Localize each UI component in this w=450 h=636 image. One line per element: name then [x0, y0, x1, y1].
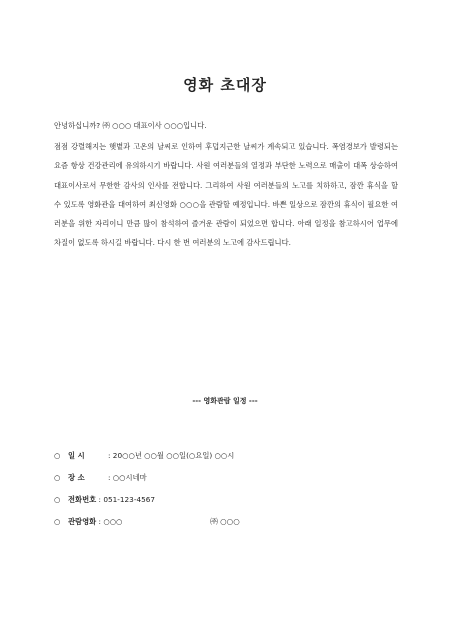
circle-bullet-icon: ○	[54, 473, 61, 482]
detail-label-place: 장 소	[68, 473, 85, 482]
detail-label-datetime: 일 시	[68, 451, 85, 460]
detail-separator: :	[108, 473, 111, 482]
detail-row-place	[54, 467, 234, 489]
detail-value-movie: ○○○	[103, 517, 123, 526]
detail-separator: :	[98, 495, 101, 504]
circle-bullet-icon: ○	[54, 517, 61, 526]
detail-value-phone: 051-123-4567	[103, 495, 156, 504]
circle-bullet-icon: ○	[54, 451, 61, 460]
body-paragraph: 점점 강렬해지는 햇볕과 고온의 날씨로 인하여 후덥지근한 날씨가 계속되고 있습니다. 폭염경보가 발령되는 요즘 항상 건강관리에 유의하시기 바랍니다. 사원 여러분들의 열정과 부단한 노력으로 매출이 대폭 상승하여 대표이사로서 무한한 감사의 인사를 전합니다. 그리하여 사원 여러분들의 노고를 치하하고, 잠깐 휴식을 할 수 있도록 영화관을 대여하여 최신영화 ○○○을 관람할 예정입니다. 바쁜 일상으로 잠깐의 휴식이 필요한 여러분을 위한 자리이니 만큼 많이 참석하여 즐거운 관람이 되었으면 합니다. 아래 일정을 참고하시어 업무에 차질이 없도록 하시길 바랍니다. 다시 한 번 여러분의 노고에 감사드립니다.	[54, 142, 398, 248]
detail-label-phone: 전화번호	[68, 495, 97, 504]
detail-value-datetime: 20○○년 ○○월 ○○일(○요일) ○○시	[112, 451, 235, 460]
detail-separator: :	[108, 451, 111, 460]
greeting-line: 안녕하십니까? ㈜ ○○○ 대표이사 ○○○입니다.	[54, 121, 207, 130]
detail-value-place: ○○시네마	[112, 473, 147, 482]
detail-label-movie: 관람영화	[68, 517, 97, 526]
document-title: 영화 초대장	[183, 76, 267, 94]
circle-bullet-icon: ○	[54, 495, 61, 504]
detail-row-datetime	[54, 445, 234, 467]
detail-row-phone	[54, 489, 234, 511]
detail-separator: :	[98, 517, 101, 526]
company-signature: ㈜ ○○○	[210, 517, 240, 526]
schedule-heading: --- 영화관람 일정 ---	[192, 397, 258, 405]
